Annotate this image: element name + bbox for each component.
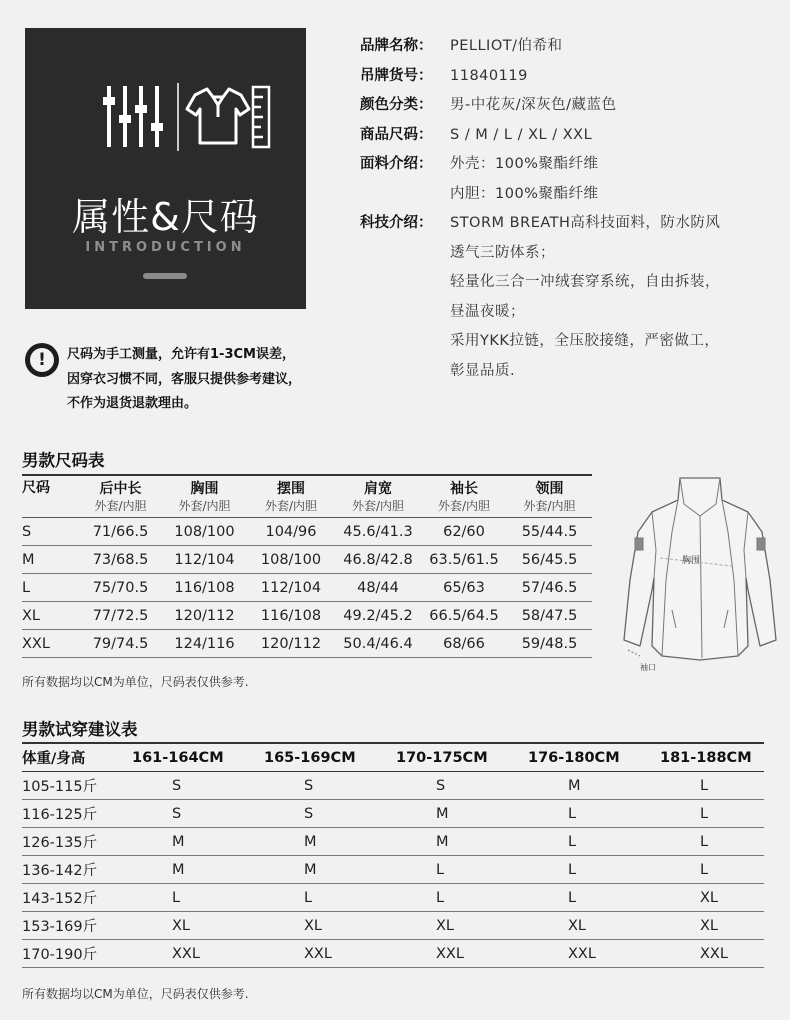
info-value: 11840119 <box>450 67 528 84</box>
size-table-header <box>22 478 592 518</box>
info-row <box>360 62 780 92</box>
info-row <box>360 121 780 151</box>
fit-table-note: 所有数据均以CM为单位，尺码表仅供参考. <box>22 987 249 1001</box>
column-header-name: 袖长 <box>450 481 478 497</box>
table-cell: 71/66.5 <box>92 523 149 540</box>
table-cell: L <box>568 889 577 906</box>
table-cell: 50.4/46.4 <box>343 635 413 652</box>
table-row <box>22 800 764 828</box>
table-cell: 170-190斤 <box>22 947 98 963</box>
table-cell: XXL <box>700 945 728 962</box>
info-value: 采用YKK拉链，全压胶接缝，严密做工， <box>450 333 720 349</box>
column-header: 165-169CM <box>264 749 356 766</box>
table-cell: 56/45.5 <box>521 551 578 568</box>
table-cell: S <box>436 777 446 794</box>
sliders-and-shirt-icon <box>103 83 283 183</box>
table-cell: XXL <box>568 945 596 962</box>
column-header: 176-180CM <box>528 749 620 766</box>
column-header-sub: 外套/内胆 <box>523 499 576 513</box>
table-cell: 75/70.5 <box>92 579 149 596</box>
column-header-name: 摆围 <box>277 481 305 497</box>
table-cell: 58/47.5 <box>521 607 578 624</box>
table-cell: XL <box>436 917 455 934</box>
divider-bar <box>143 273 187 279</box>
table-cell: XXL <box>172 945 200 962</box>
info-row <box>360 32 780 62</box>
table-cell: S <box>304 805 314 822</box>
warning-icon: ! <box>25 343 59 377</box>
table-cell: 59/48.5 <box>521 635 578 652</box>
intro-banner <box>25 28 306 309</box>
cuff-label: 袖口 <box>640 663 656 672</box>
notice-line: 因穿衣习惯不同，客服只提供参考建议， <box>67 371 302 387</box>
column-header: 181-188CM <box>660 749 752 766</box>
table-cell: XL <box>304 917 323 934</box>
column-header-name: 后中长 <box>99 481 142 497</box>
table-cell: M <box>568 777 581 794</box>
table-cell: XXL <box>436 945 464 962</box>
table-cell: 77/72.5 <box>92 607 149 624</box>
jacket-illustration <box>620 470 780 675</box>
product-info <box>360 32 780 386</box>
table-cell: 49.2/45.2 <box>343 607 413 624</box>
info-row <box>360 209 780 239</box>
table-cell: L <box>436 889 445 906</box>
table-row <box>22 828 764 856</box>
column-header-name: 尺码 <box>22 480 50 496</box>
column-header-sub: 外套/内胆 <box>437 499 491 513</box>
info-value: 昼温夜暖； <box>450 303 525 320</box>
table-cell: L <box>700 861 709 878</box>
table-cell: L <box>700 833 709 850</box>
table-cell: 120/112 <box>174 607 235 624</box>
column-header <box>162 478 247 517</box>
size-table-title: 男款尺码表 <box>22 451 105 470</box>
table-cell: 57/46.5 <box>521 579 578 596</box>
info-row <box>360 150 780 180</box>
table-cell: XL <box>172 917 191 934</box>
table-row <box>22 772 764 800</box>
info-label: 颜色分类： <box>360 97 433 113</box>
table-cell: M <box>22 551 35 568</box>
info-label: 品牌名称： <box>360 38 433 54</box>
table-cell: L <box>22 579 31 596</box>
column-header-name: 肩宽 <box>364 481 392 497</box>
table-cell: 68/66 <box>443 635 485 652</box>
table-cell: 66.5/64.5 <box>429 607 499 624</box>
table-cell: 120/112 <box>260 635 322 652</box>
table-row <box>22 574 592 602</box>
table-cell: M <box>436 805 449 822</box>
table-row <box>22 884 764 912</box>
intro-subtitle: INTRODUCTION <box>85 240 246 255</box>
column-header <box>335 478 421 517</box>
fit-table <box>22 744 764 968</box>
column-header <box>79 478 162 517</box>
table-cell: 105-115斤 <box>22 779 98 795</box>
table-cell: 116-125斤 <box>22 807 98 823</box>
info-label: 商品尺码： <box>360 126 433 143</box>
column-header: 体重/身高 <box>22 751 86 767</box>
table-cell: M <box>172 833 185 850</box>
table-cell: 116/108 <box>260 607 322 624</box>
column-header <box>22 478 79 517</box>
table-cell: L <box>568 861 577 878</box>
chest-label: 胸围 <box>682 555 701 565</box>
table-cell: 73/68.5 <box>92 551 149 568</box>
info-value: 外壳：100%聚酯纤维 <box>450 156 599 172</box>
table-cell: S <box>172 777 182 794</box>
table-row <box>22 546 592 574</box>
table-cell: L <box>700 777 709 794</box>
info-value: 透气三防体系； <box>450 244 555 261</box>
column-header: 161-164CM <box>132 749 224 766</box>
table-cell: 48/44 <box>357 579 399 596</box>
table-cell: M <box>304 861 317 878</box>
table-cell: L <box>304 889 313 906</box>
table-cell: 108/100 <box>260 551 322 568</box>
notice-line: 尺码为手工测量，允许有1-3CM误差， <box>67 347 295 362</box>
info-label: 科技介绍： <box>360 215 433 231</box>
info-row <box>360 91 780 121</box>
column-header: 170-175CM <box>396 749 488 766</box>
column-header-sub: 外套/内胆 <box>264 499 318 513</box>
table-cell: M <box>304 833 317 850</box>
table-row <box>22 912 764 940</box>
table-row <box>22 602 592 630</box>
info-row <box>360 327 780 357</box>
table-cell: S <box>304 777 314 794</box>
fit-table-title: 男款试穿建议表 <box>22 720 138 739</box>
table-cell: 79/74.5 <box>92 635 149 652</box>
table-cell: L <box>700 805 709 822</box>
info-value: 彰显品质. <box>450 362 516 379</box>
table-cell: XL <box>700 889 719 906</box>
info-value: 男-中花灰/深灰色/藏蓝色 <box>450 97 617 113</box>
fit-table-header <box>22 744 764 772</box>
table-row <box>22 940 764 968</box>
info-row <box>360 357 780 387</box>
notice-line: 不作为退货退款理由。 <box>67 396 198 411</box>
table-cell: 112/104 <box>174 551 235 568</box>
table-cell: 126-135斤 <box>22 835 98 851</box>
info-label: 面料介绍： <box>360 156 433 172</box>
intro-title: 属性&尺码 <box>72 195 259 239</box>
info-label: 吊牌货号： <box>360 67 433 84</box>
table-cell: 55/44.5 <box>521 523 578 540</box>
table-cell: L <box>568 805 577 822</box>
column-header-sub: 外套/内胆 <box>178 499 231 513</box>
table-cell: XXL <box>22 635 50 652</box>
info-row <box>360 268 780 298</box>
column-header-sub: 外套/内胆 <box>94 499 147 513</box>
table-row <box>22 856 764 884</box>
size-table-note: 所有数据均以CM为单位，尺码表仅供参考. <box>22 675 249 689</box>
notice-text <box>67 343 301 417</box>
info-row <box>360 180 780 210</box>
table-cell: XL <box>568 917 587 934</box>
info-value: PELLIOT/伯希和 <box>450 38 563 54</box>
divider <box>22 474 592 476</box>
table-cell: 143-152斤 <box>22 891 98 907</box>
table-cell: XL <box>22 607 41 624</box>
table-cell: 46.8/42.8 <box>343 551 413 568</box>
info-value: 轻量化三合一冲绒套穿系统，自由拆装， <box>450 274 720 290</box>
table-cell: 124/116 <box>174 635 235 652</box>
column-header <box>247 478 335 517</box>
table-cell: 136-142斤 <box>22 863 98 879</box>
table-cell: XL <box>700 917 719 934</box>
table-cell: M <box>172 861 185 878</box>
table-row <box>22 630 592 658</box>
table-cell: S <box>22 523 32 540</box>
table-cell: L <box>568 833 577 850</box>
table-cell: L <box>172 889 181 906</box>
info-row <box>360 239 780 269</box>
info-value: 内胆：100%聚酯纤维 <box>450 185 599 202</box>
info-value: STORM BREATH高科技面料，防水防风 <box>450 215 721 231</box>
column-header <box>507 478 592 517</box>
info-row <box>360 298 780 328</box>
table-cell: 45.6/41.3 <box>343 523 413 540</box>
table-row <box>22 518 592 546</box>
table-cell: L <box>436 861 445 878</box>
table-cell: 62/60 <box>443 523 485 540</box>
table-cell: 65/63 <box>443 579 485 596</box>
column-header <box>421 478 507 517</box>
table-cell: 108/100 <box>174 523 235 540</box>
table-cell: 153-169斤 <box>22 919 98 935</box>
column-header-sub: 外套/内胆 <box>351 499 405 513</box>
table-cell: S <box>172 805 182 822</box>
table-cell: 104/96 <box>265 523 317 540</box>
table-cell: 112/104 <box>260 579 322 596</box>
table-cell: 116/108 <box>174 579 235 596</box>
size-table <box>22 478 592 658</box>
table-cell: M <box>436 833 449 850</box>
table-cell: 63.5/61.5 <box>429 551 499 568</box>
column-header-name: 胸围 <box>190 481 219 497</box>
info-value: S / M / L / XL / XXL <box>450 126 593 143</box>
column-header-name: 领围 <box>535 481 564 497</box>
table-cell: XXL <box>304 945 332 962</box>
